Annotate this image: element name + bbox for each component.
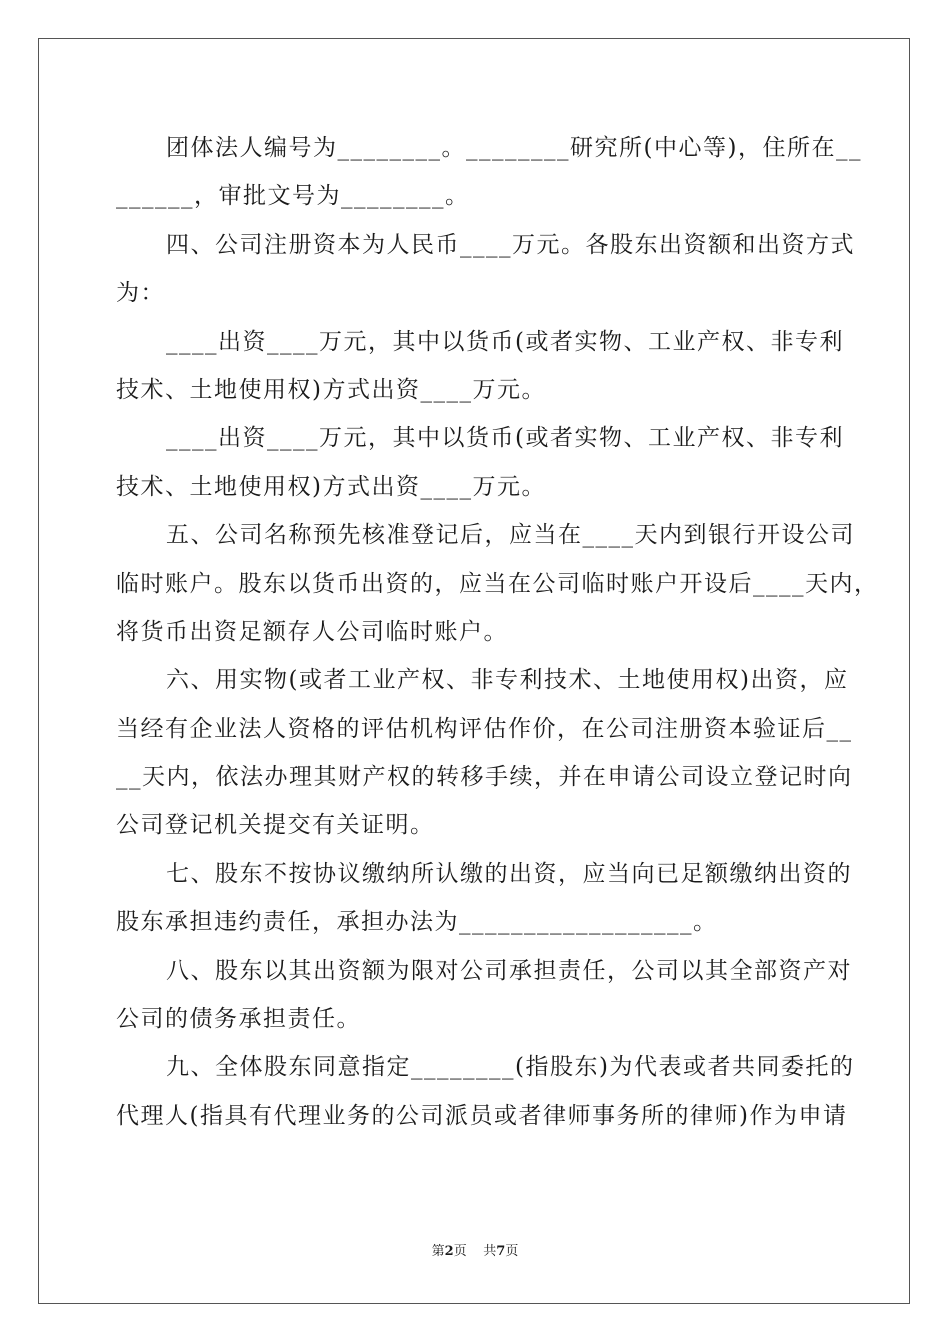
text-line-19: 公司的债务承担责任。 bbox=[116, 1006, 361, 1033]
total-label-suffix: 页 bbox=[505, 1244, 519, 1259]
page-label-suffix: 页 bbox=[453, 1244, 467, 1259]
document-body bbox=[116, 124, 879, 1140]
text-line-3: 四、公司注册资本为人民币____万元。各股东出资额和出资方式 bbox=[166, 231, 855, 258]
page-number: 2 bbox=[444, 1244, 454, 1259]
text-line-10: 临时账户。股东以货币出资的，应当在公司临时账户开设后____天内， bbox=[116, 570, 879, 597]
text-line-6: 技术、土地使用权)方式出资____万元。 bbox=[116, 376, 546, 403]
total-pages: 7 bbox=[496, 1244, 506, 1259]
text-line-16: 七、股东不按协议缴纳所认缴的出资，应当向已足额缴纳出资的 bbox=[166, 860, 852, 887]
text-line-13: 当经有企业法人资格的评估机构评估作价，在公司注册资本验证后__ bbox=[116, 715, 853, 742]
text-line-5: ____出资____万元，其中以货币(或者实物、工业产权、非专利 bbox=[166, 328, 844, 355]
text-line-7: ____出资____万元，其中以货币(或者实物、工业产权、非专利 bbox=[166, 425, 844, 452]
total-label-prefix: 共 bbox=[483, 1244, 497, 1259]
text-line-20: 九、全体股东同意指定________(指股东)为代表或者共同委托的 bbox=[166, 1054, 855, 1081]
text-line-4: 为： bbox=[116, 280, 165, 307]
text-line-11: 将货币出资足额存人公司临时账户。 bbox=[116, 618, 508, 645]
text-line-1: 团体法人编号为________。________研究所(中心等)，住所在__ bbox=[166, 135, 862, 161]
text-line-15: 公司登记机关提交有关证明。 bbox=[116, 812, 435, 839]
text-line-18: 八、股东以其出资额为限对公司承担责任，公司以其全部资产对 bbox=[166, 957, 852, 984]
text-line-21: 代理人(指具有代理业务的公司派员或者律师事务所的律师)作为申请 bbox=[116, 1102, 848, 1129]
page-label-prefix: 第 bbox=[431, 1244, 445, 1259]
text-line-9: 五、公司名称预先核准登记后，应当在____天内到银行开设公司 bbox=[166, 522, 855, 549]
text-line-8: 技术、土地使用权)方式出资____万元。 bbox=[116, 473, 546, 500]
text-line-12: 六、用实物(或者工业产权、非专利技术、土地使用权)出资，应 bbox=[166, 667, 849, 694]
page-footer bbox=[0, 1243, 950, 1261]
text-line-14: __天内，依法办理其财产权的转移手续，并在申请公司设立登记时向 bbox=[116, 764, 853, 791]
text-line-2: ______，审批文号为________。 bbox=[116, 183, 470, 210]
text-line-17: 股东承担违约责任，承担办法为__________________。 bbox=[116, 909, 718, 936]
